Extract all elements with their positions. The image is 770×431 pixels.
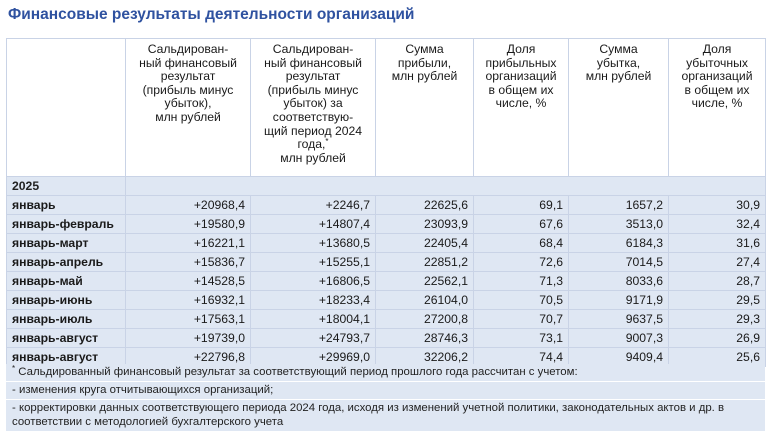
cell-balance: +19739,0 xyxy=(126,329,251,348)
cell-loss: 9637,5 xyxy=(569,310,669,329)
cell-loss-share: 25,6 xyxy=(669,348,766,367)
footnote-intro xyxy=(6,364,765,382)
header-cell-period xyxy=(7,39,126,177)
cell-loss: 9171,9 xyxy=(569,291,669,310)
table-row xyxy=(7,253,766,272)
cell-period: январь-август xyxy=(7,329,126,348)
cell-period: январь-май xyxy=(7,272,126,291)
footnote-item-1: - изменения круга отчитывающихся организаций; xyxy=(6,382,765,400)
year-row xyxy=(7,177,766,196)
cell-loss-share: 28,7 xyxy=(669,272,766,291)
cell-period: январь-февраль xyxy=(7,215,126,234)
page-title: Финансовые результаты деятельности организаций xyxy=(8,6,415,23)
cell-balance: +14528,5 xyxy=(126,272,251,291)
cell-loss: 6184,3 xyxy=(569,234,669,253)
cell-profitable-share: 68,4 xyxy=(474,234,569,253)
cell-balance-2024: +2246,7 xyxy=(251,196,376,215)
cell-period: январь-апрель xyxy=(7,253,126,272)
table-row xyxy=(7,215,766,234)
cell-loss: 1657,2 xyxy=(569,196,669,215)
cell-profit: 26104,0 xyxy=(376,291,474,310)
cell-loss-share: 32,4 xyxy=(669,215,766,234)
cell-balance: +16221,1 xyxy=(126,234,251,253)
cell-period: январь-август xyxy=(7,348,126,367)
footnote-intro-text: Сальдированный финансовый результат за соответствующий период прошлого года рассчитан с учетом: xyxy=(18,366,578,378)
cell-loss: 9007,3 xyxy=(569,329,669,348)
cell-loss-share: 29,3 xyxy=(669,310,766,329)
table-row xyxy=(7,310,766,329)
cell-profit: 22851,2 xyxy=(376,253,474,272)
footnote-mark: * xyxy=(12,364,16,373)
cell-balance: +17563,1 xyxy=(126,310,251,329)
footnotes xyxy=(6,364,765,431)
cell-profitable-share: 67,6 xyxy=(474,215,569,234)
financial-results-table xyxy=(6,38,766,367)
cell-profit: 23093,9 xyxy=(376,215,474,234)
table-row xyxy=(7,196,766,215)
cell-balance: +16932,1 xyxy=(126,291,251,310)
table-header-row xyxy=(7,39,766,177)
cell-profitable-share: 70,7 xyxy=(474,310,569,329)
cell-loss-share: 29,5 xyxy=(669,291,766,310)
cell-balance-2024: +18233,4 xyxy=(251,291,376,310)
cell-profitable-share: 73,1 xyxy=(474,329,569,348)
cell-balance-2024: +29969,0 xyxy=(251,348,376,367)
header-cell-profitable-share: Доля прибыльных организаций в общем их числе, % xyxy=(474,39,569,177)
year-label: 2025 xyxy=(7,177,126,196)
cell-loss-share: 31,6 xyxy=(669,234,766,253)
header-cell-balance-2024: Сальдирован- ный финансовый результат (прибыль минус убыток) за соответствую- щий период 2024 года,* млн рублей xyxy=(251,39,376,177)
cell-profit: 22625,6 xyxy=(376,196,474,215)
cell-balance-2024: +13680,5 xyxy=(251,234,376,253)
cell-profitable-share: 74,4 xyxy=(474,348,569,367)
cell-profit: 32206,2 xyxy=(376,348,474,367)
cell-balance: +20968,4 xyxy=(126,196,251,215)
cell-period: январь-март xyxy=(7,234,126,253)
cell-loss: 3513,0 xyxy=(569,215,669,234)
table-row xyxy=(7,329,766,348)
cell-loss-share: 26,9 xyxy=(669,329,766,348)
cell-balance-2024: +18004,1 xyxy=(251,310,376,329)
cell-loss: 8033,6 xyxy=(569,272,669,291)
cell-loss: 7014,5 xyxy=(569,253,669,272)
cell-loss-share: 30,9 xyxy=(669,196,766,215)
cell-balance: +15836,7 xyxy=(126,253,251,272)
cell-balance: +22796,8 xyxy=(126,348,251,367)
cell-profitable-share: 70,5 xyxy=(474,291,569,310)
cell-period: январь xyxy=(7,196,126,215)
header-cell-balance: Сальдирован- ный финансовый результат (прибыль минус убыток), млн рублей xyxy=(126,39,251,177)
cell-balance-2024: +15255,1 xyxy=(251,253,376,272)
cell-profit: 22562,1 xyxy=(376,272,474,291)
cell-profitable-share: 71,3 xyxy=(474,272,569,291)
cell-profit: 22405,4 xyxy=(376,234,474,253)
header-footnote-mark: * xyxy=(325,137,329,147)
table-row xyxy=(7,234,766,253)
cell-loss: 9409,4 xyxy=(569,348,669,367)
cell-balance-2024: +16806,5 xyxy=(251,272,376,291)
year-row-blank xyxy=(126,177,766,196)
cell-period: январь-июнь xyxy=(7,291,126,310)
header-cell-loss-share: Доля убыточных организаций в общем их числе, % xyxy=(669,39,766,177)
table-row xyxy=(7,291,766,310)
cell-loss-share: 27,4 xyxy=(669,253,766,272)
cell-profitable-share: 72,6 xyxy=(474,253,569,272)
cell-period: январь-июль xyxy=(7,310,126,329)
cell-profitable-share: 69,1 xyxy=(474,196,569,215)
table-row xyxy=(7,272,766,291)
header-cell-loss: Сумма убытка, млн рублей xyxy=(569,39,669,177)
cell-profit: 27200,8 xyxy=(376,310,474,329)
cell-balance-2024: +24793,7 xyxy=(251,329,376,348)
cell-balance: +19580,9 xyxy=(126,215,251,234)
cell-profit: 28746,3 xyxy=(376,329,474,348)
footnote-item-2: - корректировки данных соответствующего периода 2024 года, исходя из изменений учетной политики, законодательных актов и др. в соответствии с методологией бухгалтерского учета xyxy=(12,402,725,428)
header-cell-profit: Сумма прибыли, млн рублей xyxy=(376,39,474,177)
cell-balance-2024: +14807,4 xyxy=(251,215,376,234)
